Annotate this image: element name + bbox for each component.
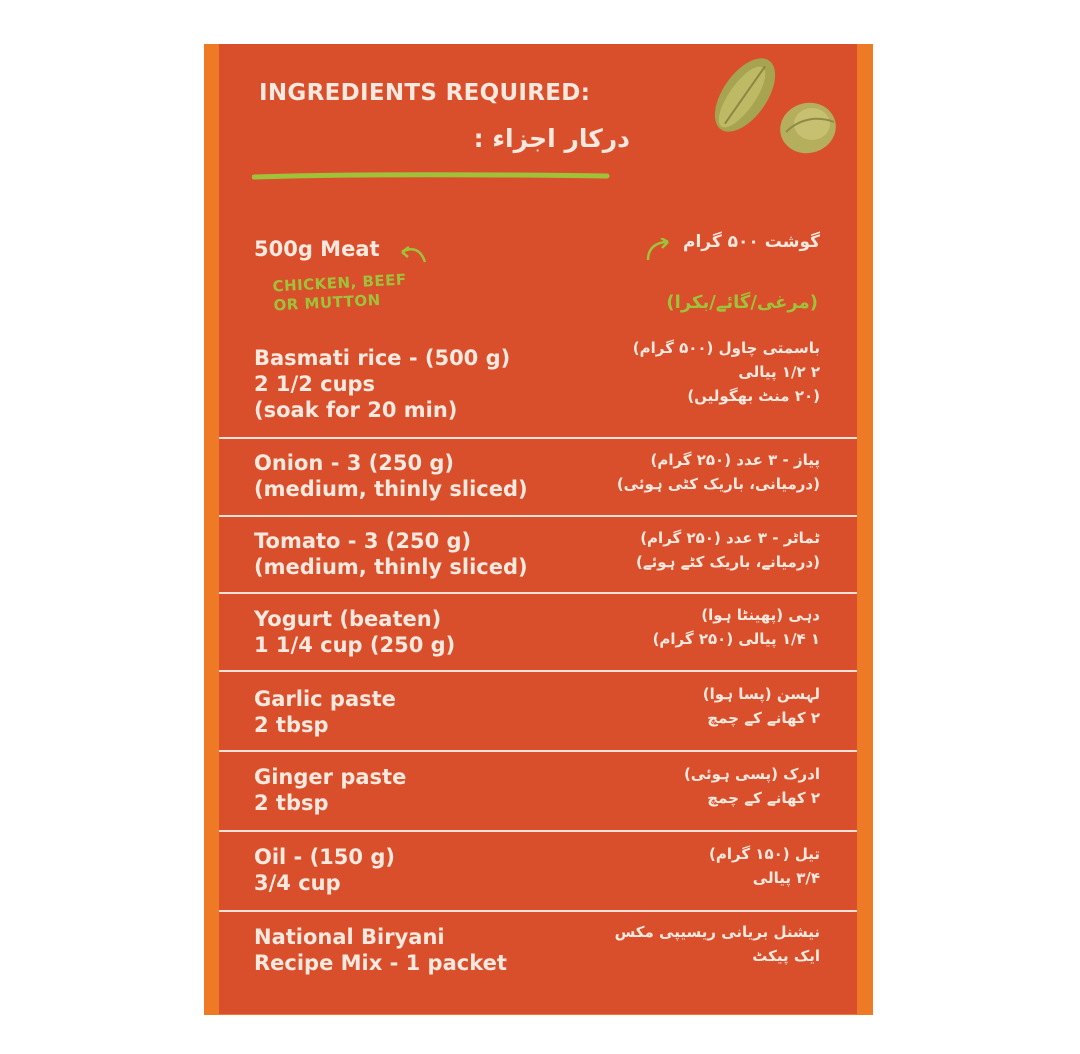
row-divider — [219, 910, 857, 912]
meat-options-note: CHICKEN, BEEF OR MUTTON — [272, 270, 408, 315]
ingredient-onion: Onion - 3 (250 g) (medium, thinly sliced) — [254, 451, 528, 501]
cardamom-pods-image — [690, 50, 855, 160]
meat-label: 500g Meat — [254, 237, 380, 261]
row-divider — [219, 670, 857, 672]
row-divider — [219, 515, 857, 517]
ingredients-title-urdu: درکار اجزاء : — [473, 124, 630, 153]
ingredient-oil: Oil - (150 g) 3/4 cup — [254, 845, 395, 895]
ingredient-recipe-mix: National Biryani Recipe Mix - 1 packet — [254, 925, 507, 975]
arrow-icon — [642, 238, 672, 264]
ingredient-yogurt: Yogurt (beaten) 1 1/4 cup (250 g) — [254, 607, 456, 657]
ingredient-rice: Basmati rice - (500 g) 2 1/2 cups (soak for 20 min) — [254, 346, 511, 422]
row-divider — [219, 437, 857, 439]
ingredient-tomato: Tomato - 3 (250 g) (medium, thinly sliced) — [254, 529, 528, 579]
meat-label-urdu: گوشت ۵۰۰ گرام — [683, 232, 820, 252]
ingredient-yogurt-urdu: دہی (پھینٹا ہوا) ۱ ۱/۴ پیالی (۲۵۰ گرام) — [652, 606, 820, 648]
ingredient-ginger-urdu: ادرک (پسی ہوئی) ۲ کھانے کے چمچ — [683, 765, 820, 807]
ingredient-ginger: Ginger paste 2 tbsp — [254, 765, 407, 815]
meat-options-note-urdu: (مرغی/گائے/بکرا) — [666, 292, 818, 313]
row-divider — [219, 830, 857, 832]
ingredient-rice-urdu: باسمتی چاول (۵۰۰ گرام) ۲ ۱/۲ پیالی (۲۰ منٹ بھگولیں) — [632, 339, 820, 405]
ingredient-recipe-mix-urdu: نیشنل بریانی ریسیپی مکس ایک پیکٹ — [614, 923, 820, 965]
ingredient-onion-urdu: پیاز - ۳ عدد (۲۵۰ گرام) (درمیانی، باریک کٹی ہوئی) — [616, 451, 820, 493]
green-brush-underline — [252, 168, 612, 184]
ingredient-oil-urdu: تیل (۱۵۰ گرام) ۳/۴ پیالی — [709, 845, 820, 887]
arrow-icon — [399, 244, 429, 266]
ingredient-garlic: Garlic paste 2 tbsp — [254, 687, 396, 737]
ingredient-tomato-urdu: ٹماٹر - ۳ عدد (۲۵۰ گرام) (درمیانے، باریک کٹے ہوئے) — [635, 529, 820, 571]
row-divider — [219, 750, 857, 752]
ingredient-garlic-urdu: لہسن (پسا ہوا) ۲ کھانے کے چمچ — [702, 685, 820, 727]
row-divider — [219, 592, 857, 594]
ingredients-title: INGREDIENTS REQUIRED: — [259, 80, 591, 106]
